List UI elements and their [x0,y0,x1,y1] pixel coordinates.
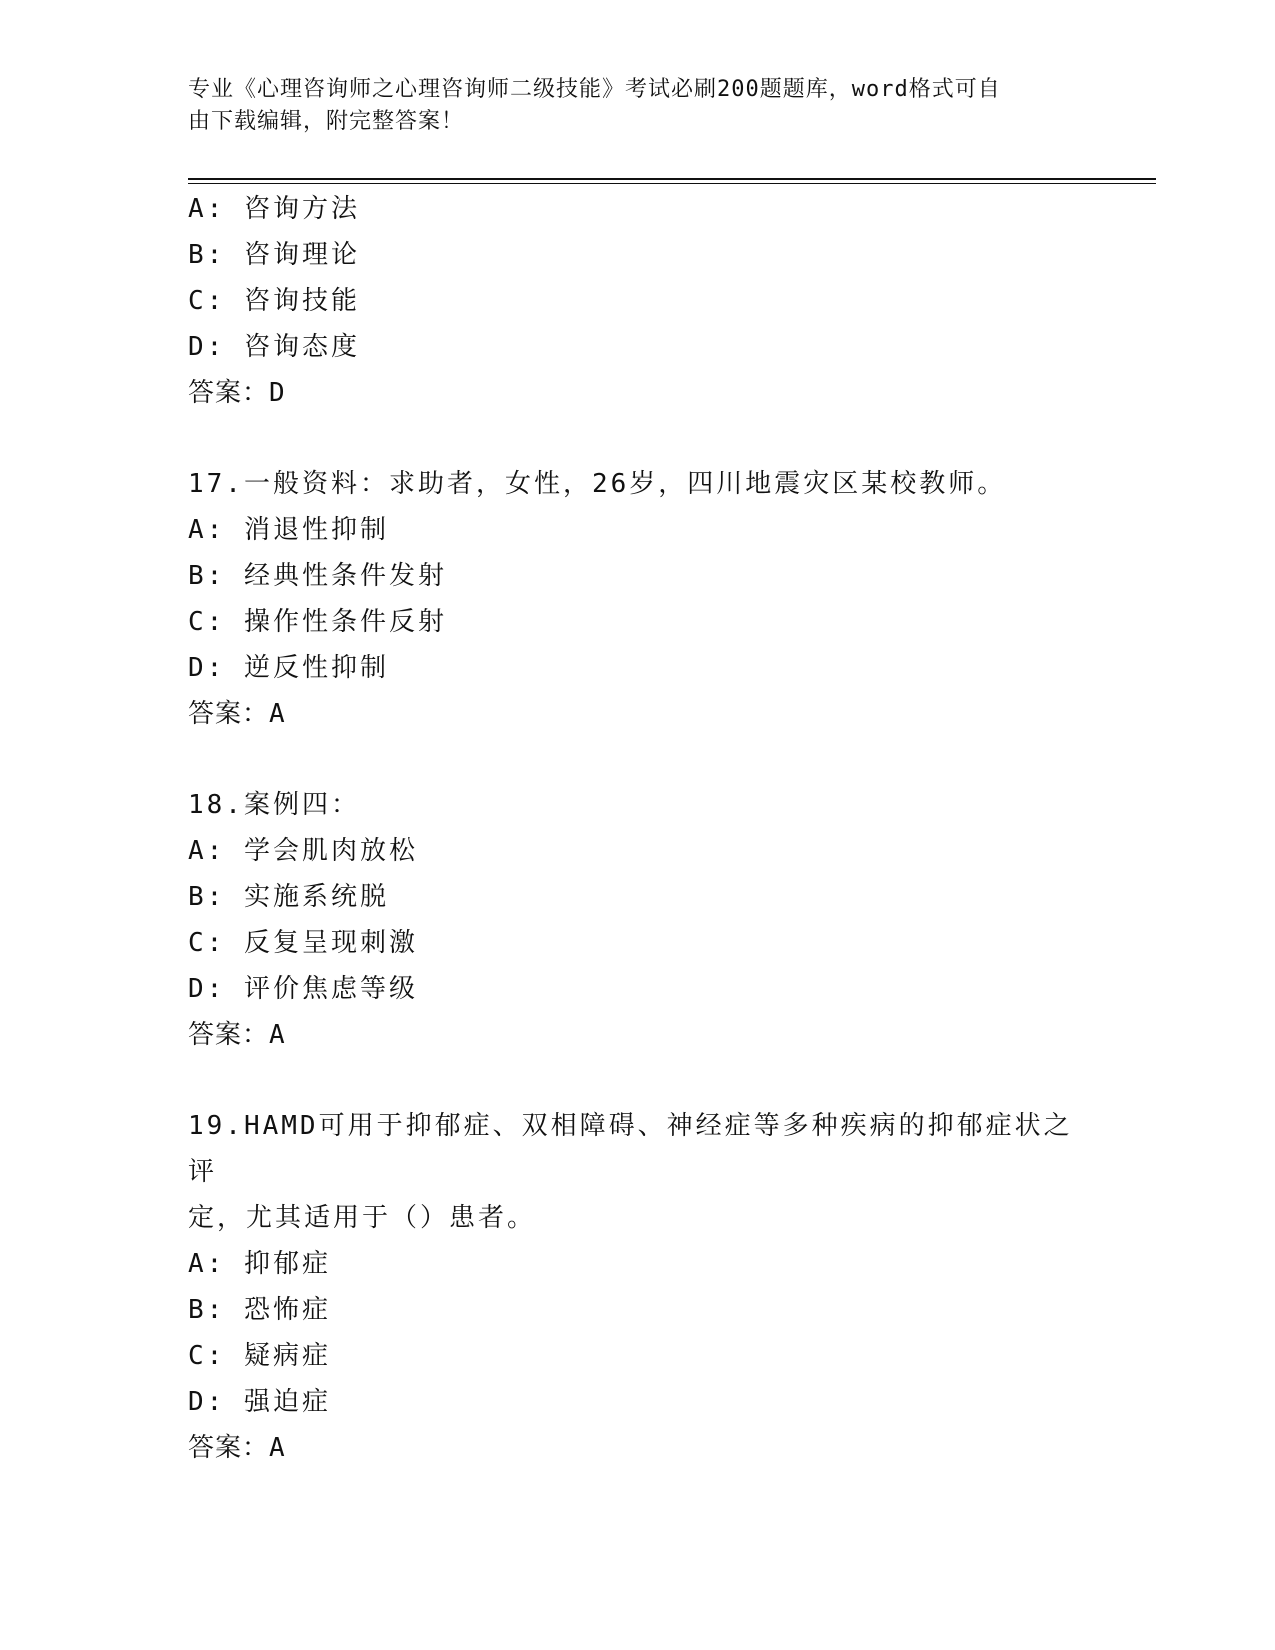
question-17 [188,461,1088,737]
question-stem: 17.一般资料：求助者，女性，26岁，四川地震灾区某校教师。 [188,469,1007,499]
option-c: C: 疑病症 [188,1341,331,1371]
question-stem-line-2: 定，尤其适用于（）患者。 [188,1203,537,1233]
option-b: B: 经典性条件发射 [188,561,447,591]
option-b: B: 咨询理论 [188,240,360,270]
option-d: D: 强迫症 [188,1387,331,1417]
header-line-1: 专业《心理咨询师之心理咨询师二级技能》考试必刷200题题库，word格式可自 [188,77,1001,102]
question-stem-line-1: 19.HAMD可用于抑郁症、双相障碍、神经症等多种疾病的抑郁症状之评 [188,1111,1073,1187]
document-header [188,74,1088,138]
option-a: A: 消退性抑制 [188,515,389,545]
option-d: D: 评价焦虑等级 [188,974,418,1004]
option-a: A: 学会肌肉放松 [188,836,418,866]
spacer [188,416,1088,461]
option-d: D: 逆反性抑制 [188,653,389,683]
option-b: B: 恐怖症 [188,1295,331,1325]
option-c: C: 操作性条件反射 [188,607,447,637]
question-stem: 18.案例四： [188,790,360,820]
answer-line: 答案：A [188,1020,286,1050]
option-a: A: 咨询方法 [188,194,360,224]
spacer [188,1058,1088,1103]
question-18 [188,782,1088,1058]
option-d: D: 咨询态度 [188,332,360,362]
question-16-partial [188,186,1088,416]
option-a: A: 抑郁症 [188,1249,331,1279]
spacer [188,737,1088,782]
header-divider-bottom [188,183,1156,184]
answer-line: 答案：D [188,378,286,408]
header-line-2: 由下载编辑，附完整答案！ [188,109,465,134]
option-c: C: 反复呈现刺激 [188,928,418,958]
question-content [188,186,1088,1471]
option-c: C: 咨询技能 [188,286,360,316]
answer-line: 答案：A [188,699,286,729]
option-b: B: 实施系统脱 [188,882,389,912]
header-divider-top [188,178,1156,180]
answer-line: 答案：A [188,1433,286,1463]
question-19 [188,1103,1088,1471]
